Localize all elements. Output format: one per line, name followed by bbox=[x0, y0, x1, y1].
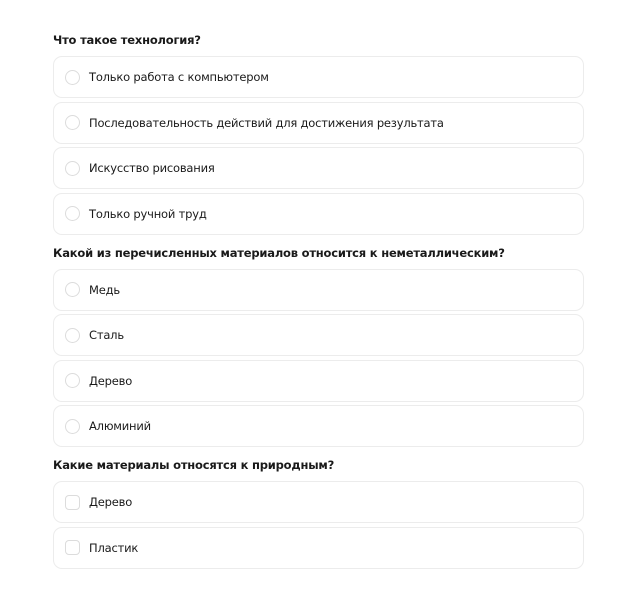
question-title: Какие материалы относятся к природным? bbox=[53, 458, 335, 472]
radio-button[interactable] bbox=[65, 70, 80, 85]
checkbox[interactable] bbox=[65, 540, 80, 555]
radio-button[interactable] bbox=[65, 206, 80, 221]
answer-option[interactable] bbox=[53, 102, 584, 144]
answer-option[interactable] bbox=[53, 360, 584, 402]
answer-option[interactable] bbox=[53, 481, 584, 523]
question-3 bbox=[53, 456, 584, 569]
answer-option[interactable] bbox=[53, 147, 584, 189]
option-label: Последовательность действий для достижения результата bbox=[89, 115, 444, 130]
answer-option[interactable] bbox=[53, 405, 584, 447]
radio-button[interactable] bbox=[65, 282, 80, 297]
option-label: Только работа с компьютером bbox=[89, 70, 269, 84]
radio-button[interactable] bbox=[65, 373, 80, 388]
radio-button[interactable] bbox=[65, 161, 80, 176]
answer-option[interactable] bbox=[53, 193, 584, 235]
answer-option[interactable] bbox=[53, 527, 584, 569]
option-label: Дерево bbox=[89, 373, 133, 388]
question-title: Что такое технология? bbox=[53, 33, 201, 47]
option-label: Медь bbox=[89, 282, 120, 297]
question-title: Какой из перечисленных материалов относится к неметаллическим? bbox=[53, 245, 505, 260]
option-label: Искусство рисования bbox=[89, 161, 215, 175]
question-2 bbox=[53, 244, 584, 448]
radio-button[interactable] bbox=[65, 419, 80, 434]
answer-option[interactable] bbox=[53, 56, 584, 98]
answer-option[interactable] bbox=[53, 314, 584, 356]
answer-option[interactable] bbox=[53, 269, 584, 311]
option-label: Сталь bbox=[89, 328, 124, 342]
radio-button[interactable] bbox=[65, 115, 80, 130]
option-label: Алюминий bbox=[89, 419, 151, 433]
radio-button[interactable] bbox=[65, 328, 80, 343]
option-label: Дерево bbox=[89, 495, 133, 509]
checkbox[interactable] bbox=[65, 495, 80, 510]
option-label: Пластик bbox=[89, 540, 139, 555]
option-label: Только ручной труд bbox=[89, 206, 207, 221]
quiz bbox=[53, 0, 584, 572]
question-1 bbox=[53, 31, 584, 235]
